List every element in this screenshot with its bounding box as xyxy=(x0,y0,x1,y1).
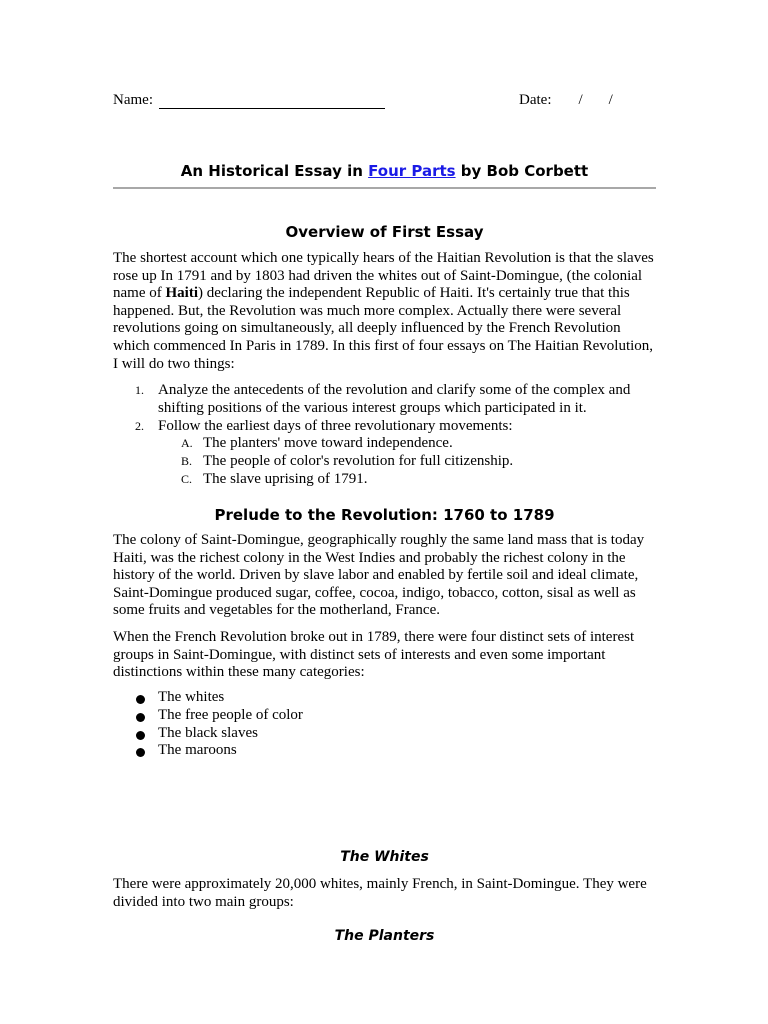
list-item-text: Analyze the antecedents of the revolution and clarify some of the complex and shifting positions of the various interest groups which participated in it. xyxy=(158,382,631,416)
overview-heading: Overview of First Essay xyxy=(285,223,484,241)
list-item xyxy=(113,725,656,743)
name-field-line xyxy=(159,108,385,109)
date-separator: / xyxy=(608,92,613,108)
header-row xyxy=(113,92,656,114)
prelude-paragraph-2: When the French Revolution broke out in 1789, there were four distinct sets of interest groups in Saint-Domingue, with distinct sets of interests and even some important distinctions within these many categories: xyxy=(113,629,635,681)
date-field xyxy=(519,92,613,109)
list-marker: C. xyxy=(181,471,193,486)
title-divider xyxy=(113,187,656,189)
title-prefix: An Historical Essay in xyxy=(180,162,369,180)
overview-paragraph xyxy=(113,250,656,373)
whites-heading: The Whites xyxy=(340,849,429,865)
overview-text-2: ) declaring the independent Republic of Haiti. It's certainly true that this happened. But, the Revolution was much more complex. Actually there were several revolutions going on simultaneously, all deeply influenced by the French Revolution which commenced In Paris in 1789. In this first of four essays on The Haitian Revolution, I will do two things: xyxy=(113,285,654,372)
whites-paragraph: There were approximately 20,000 whites, mainly French, in Saint-Domingue. They were divided into two main groups: xyxy=(113,876,647,910)
list-item-text: The black slaves xyxy=(158,724,258,741)
date-separator: / xyxy=(578,92,583,108)
sub-list-item xyxy=(113,435,656,453)
list-marker: B. xyxy=(181,454,193,469)
list-item-text: The maroons xyxy=(158,742,237,759)
list-item-text: The slave uprising of 1791. xyxy=(203,470,368,487)
date-label: Date: xyxy=(519,92,552,108)
list-item-text: The planters' move toward independence. xyxy=(203,435,453,452)
prelude-heading: Prelude to the Revolution: 1760 to 1789 xyxy=(214,506,555,524)
list-item-text: The whites xyxy=(158,689,225,705)
sub-list-item xyxy=(113,453,656,471)
four-parts-link[interactable]: Four Parts xyxy=(368,162,456,180)
bullet-icon xyxy=(136,731,145,740)
overview-text-1: The shortest account which one typically hears of the Haitian Revolution is that the slaves rose up In 1791 and by 1803 had driven the whites out of Saint-Domingue, (the colonial name of xyxy=(113,250,654,302)
planters-heading: The Planters xyxy=(334,928,435,944)
bullet-icon xyxy=(136,713,145,722)
overview-text-bold: Haiti xyxy=(165,285,198,302)
list-item xyxy=(113,418,656,436)
sub-list-item xyxy=(113,471,656,489)
essay-title xyxy=(113,162,656,180)
list-item-text: The people of color's revolution for full citizenship. xyxy=(203,453,514,470)
overview-numbered-list xyxy=(113,382,656,489)
prelude-paragraph-1: The colony of Saint-Domingue, geographically roughly the same land mass that is today Haiti, was the richest colony in the West Indies and probably the richest colony in the history of the world. Driven by slave labor and enabled by fertile soil and ideal climate, Saint-Domingue produced sugar, coffee, cocoa, indigo, tobacco, cotton, sisal as well as some fruits and vegetables for the motherland, France. xyxy=(113,532,645,619)
bullet-icon xyxy=(136,695,145,704)
list-item xyxy=(113,689,656,707)
list-item xyxy=(113,382,656,418)
list-item xyxy=(113,742,656,760)
name-label: Name: xyxy=(113,92,153,108)
list-item-text: Follow the earliest days of three revolutionary movements: xyxy=(158,417,513,434)
interest-groups-list xyxy=(113,689,656,760)
bullet-icon xyxy=(136,748,145,757)
list-marker: 1. xyxy=(135,383,144,397)
list-marker: 2. xyxy=(135,418,144,433)
title-suffix: by Bob Corbett xyxy=(455,162,589,180)
list-item xyxy=(113,707,656,725)
list-item-text: The free people of color xyxy=(158,706,303,723)
list-marker: A. xyxy=(181,436,193,451)
